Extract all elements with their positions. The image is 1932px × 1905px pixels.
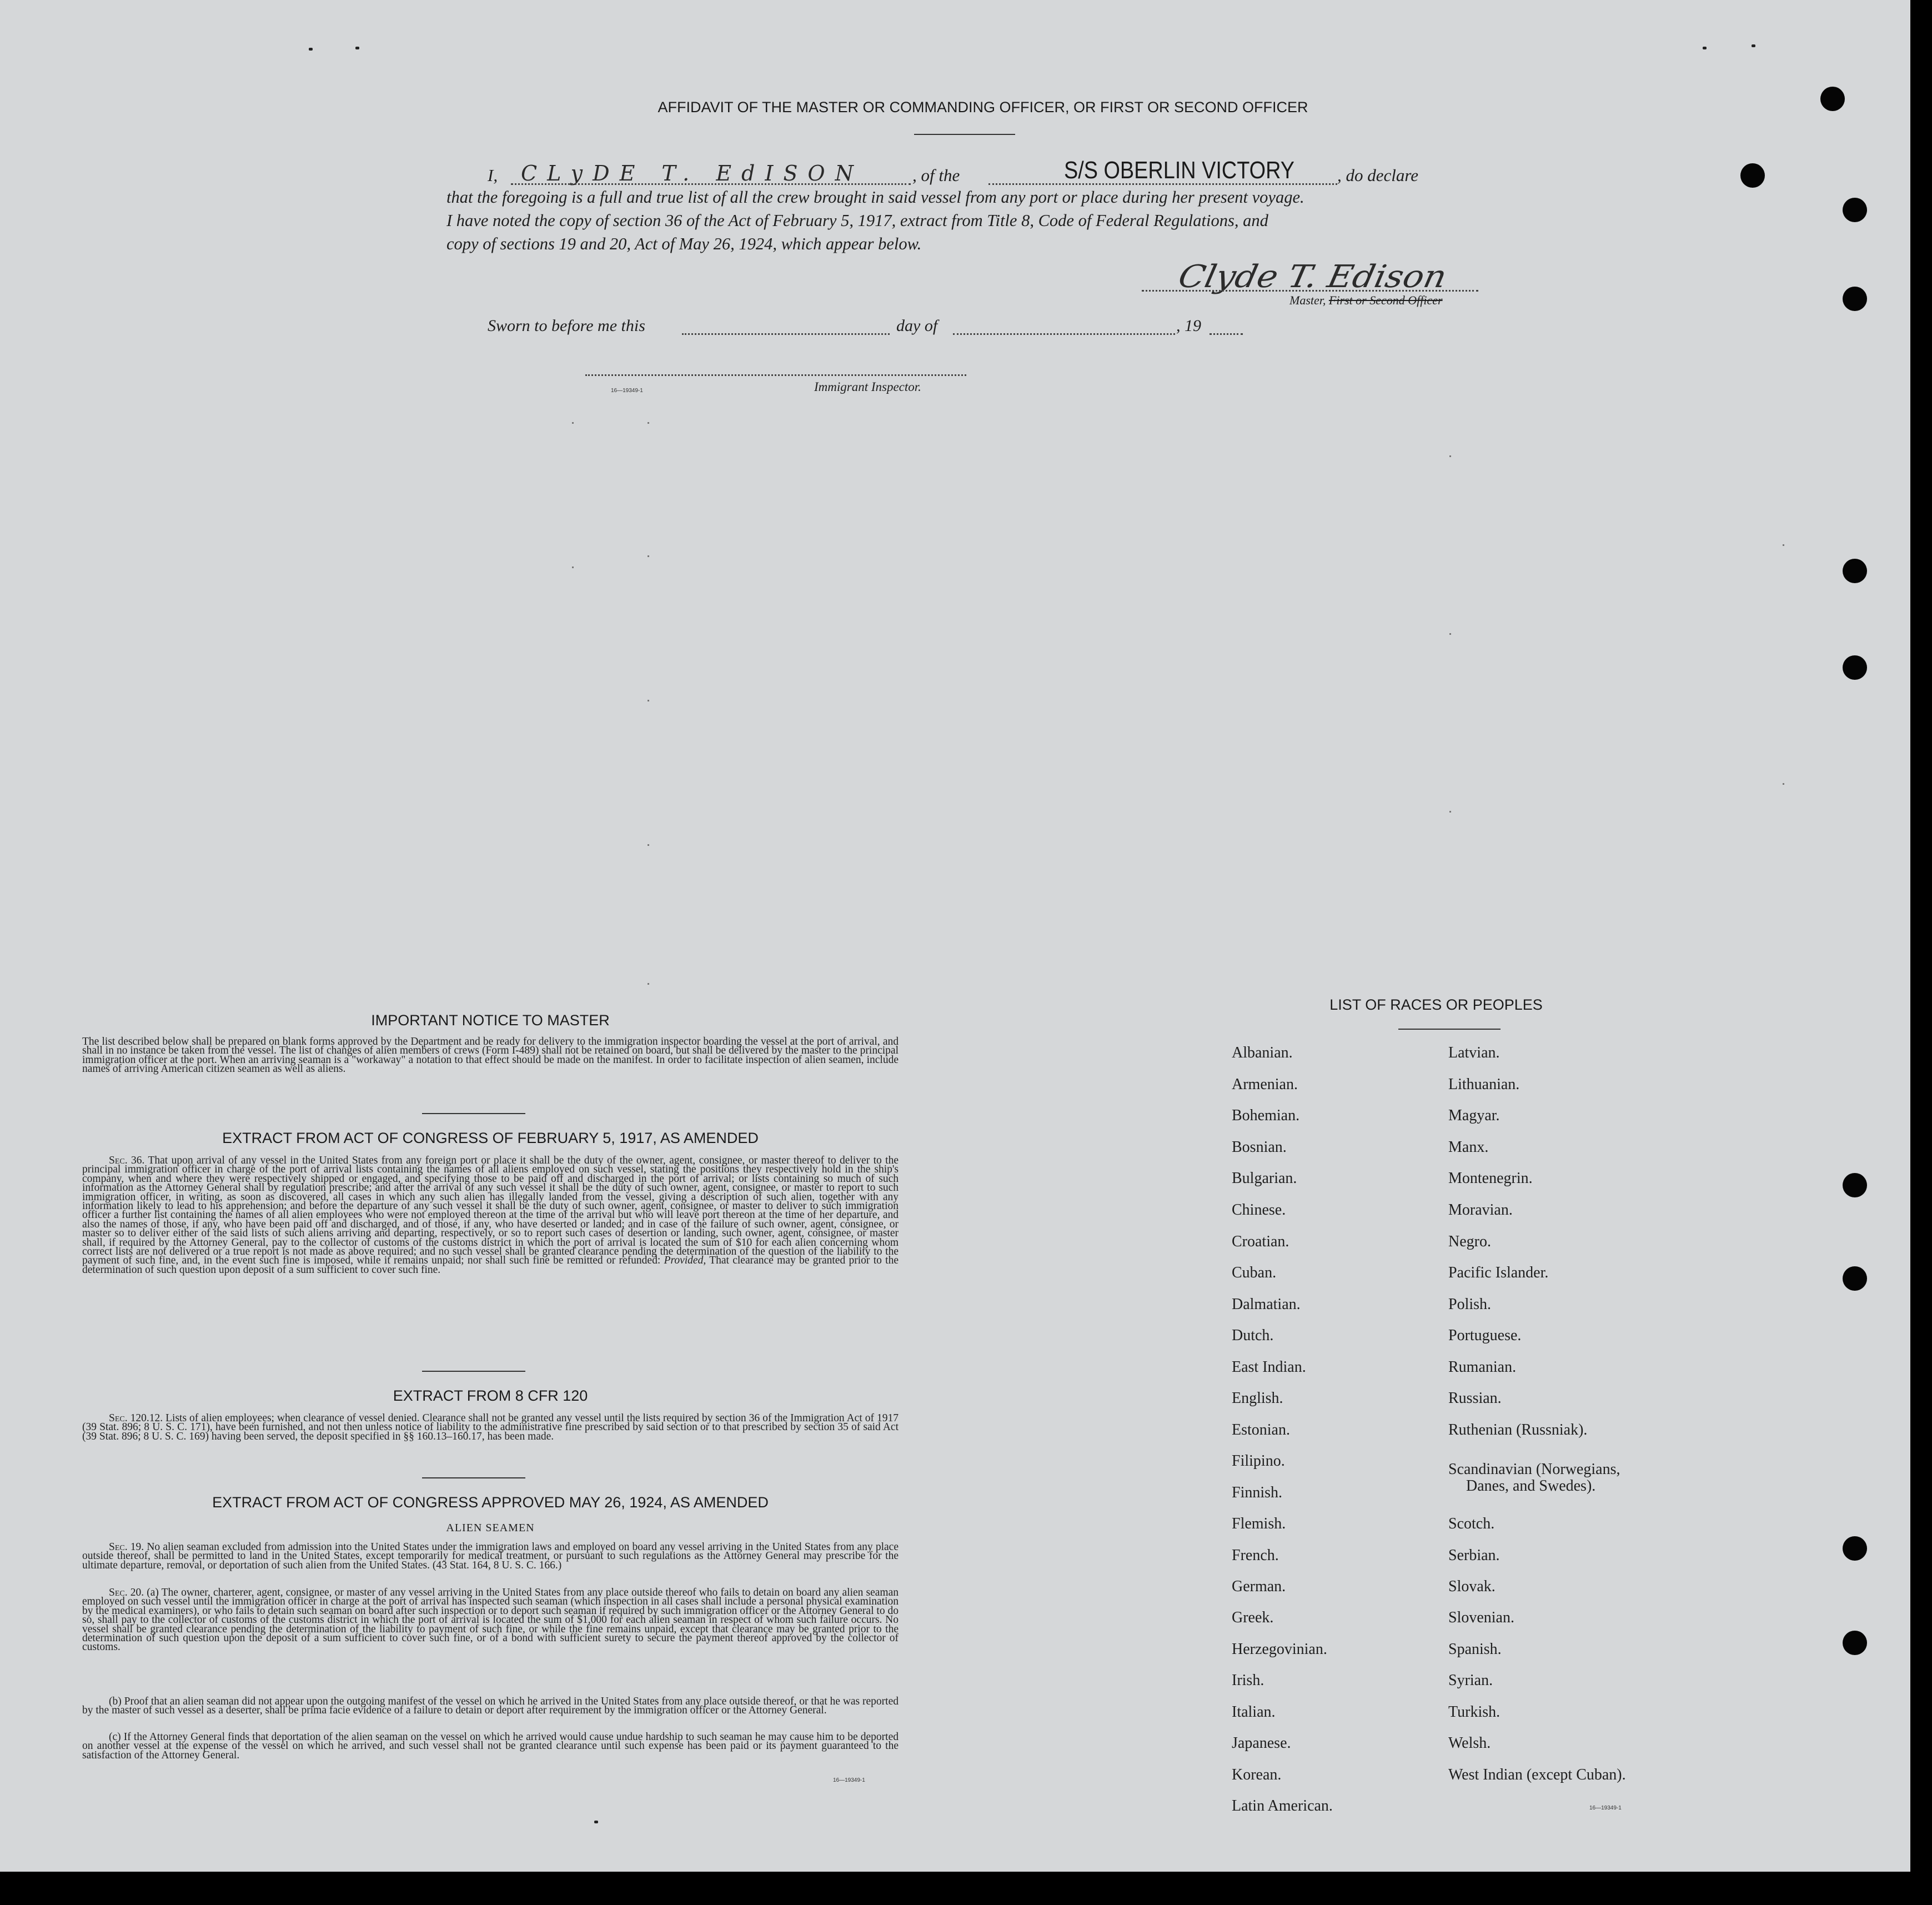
race-item: Chinese. — [1232, 1201, 1286, 1219]
race-item: Finnish. — [1232, 1484, 1283, 1501]
race-item: French. — [1232, 1547, 1279, 1564]
race-item: Japanese. — [1232, 1734, 1291, 1752]
guide-dot — [1783, 783, 1784, 785]
sec-20a-body — [82, 1588, 899, 1652]
form-number-bottom-left: 16—19349-1 — [833, 1777, 865, 1783]
punch-hole — [1843, 559, 1867, 583]
guide-dot — [572, 567, 574, 568]
sec-36-label: Sec. 36. — [109, 1155, 145, 1166]
signer-struck-title: First or Second Officer — [1328, 293, 1443, 307]
of-the-label: , of the — [912, 166, 960, 185]
race-item: German. — [1232, 1578, 1286, 1595]
race-item: Spanish. — [1448, 1641, 1502, 1658]
guide-dot — [648, 422, 649, 424]
sec-19-text: No alien seaman excluded from admission into the United States under the immigration laws and employed on board any vessel arriving in the United States from any place outside thereof, shall be permitted to land in the United States, except temporarily for medical treatment, or pursuant to such regulations as the Attorney General may prescribe for the ultimate departure, removal, or deportation of such alien from the United States. (43 Stat. 164, 8 U. S. C. 166.) — [82, 1541, 899, 1571]
guide-dot — [648, 700, 649, 701]
race-item: Manx. — [1448, 1139, 1489, 1156]
sworn-line — [488, 317, 1265, 344]
race-item: Negro. — [1448, 1233, 1491, 1250]
race-item: Danes, and Swedes). — [1466, 1477, 1596, 1495]
punch-hole — [1820, 87, 1845, 111]
punch-hole — [1843, 287, 1867, 311]
race-item: Estonian. — [1232, 1421, 1290, 1438]
race-item: Korean. — [1232, 1766, 1282, 1783]
speck — [1703, 47, 1707, 49]
notice-title: IMPORTANT NOTICE TO MASTER — [371, 1012, 610, 1029]
inspector-label: Immigrant Inspector. — [814, 380, 921, 394]
section-divider — [422, 1113, 525, 1114]
sworn-day-label: day of — [896, 317, 938, 335]
inspector-signature-line — [585, 374, 966, 376]
race-item: Scandinavian (Norwegians, — [1448, 1461, 1620, 1478]
extract-1917-title: EXTRACT FROM ACT OF CONGRESS OF FEBRUARY 5, 1917, AS AMENDED — [222, 1130, 759, 1146]
extract-1924-title: EXTRACT FROM ACT OF CONGRESS APPROVED MAY 26, 1924, AS AMENDED — [212, 1494, 769, 1511]
sec-20-label: Sec. 20. — [109, 1587, 144, 1598]
speck — [594, 1821, 598, 1823]
section-divider — [422, 1477, 525, 1478]
race-item: Ruthenian (Russniak). — [1448, 1421, 1588, 1438]
race-item: Herzegovinian. — [1232, 1641, 1327, 1658]
sec-20a-text: (a) The owner, charterer, agent, consignee, or master of any vessel arriving in the United States from any place outside thereof who fails to detain on board any alien seaman employed on such vessel until the immigration officer in charge at the port of arrival has inspected such seaman (which inspection in all cases shall include a personal physical examination by the medical examiners), or who fails to detain such seaman on board after such inspection or to deport such seaman if required by such immigration officer or the Attorney General to do so, shall pay to the collector of customs of the customs district in which the port of arrival is located the sum of $1,000 for each alien seaman in respect of whom such failure occurs. No vessel shall be granted clearance pending the determination of the liability to payment of such fine, or while the fine remains unpaid, except that clearance may be granted prior to the determination of such question upon the deposit of a sum sufficient to cover such fine, or of a bond with sufficient surety to secure the payment thereof approved by the collector of customs. — [82, 1587, 899, 1653]
race-item: Scotch. — [1448, 1515, 1495, 1532]
race-item: Pacific Islander. — [1448, 1264, 1549, 1281]
speck — [355, 47, 359, 49]
sec-120-text: Lists of alien employees; when clearance of vessel denied. Clearance shall not be granted any vessel until the lists required by section 36 of the Immigration Act of 1917 (39 Stat. 896; 8 U. S. C. 171), have been furnished, and not then unless notice of liability to the administrative fine prescribed by said section or to that prescribed by section 35 of said Act (39 Stat. 896; 8 U. S. C. 169) having been served, the deposit specified in §§ 160.13–160.17, has been made. — [82, 1412, 899, 1442]
race-item: Bosnian. — [1232, 1139, 1287, 1156]
sworn-year-blank — [1210, 333, 1243, 335]
race-item: Welsh. — [1448, 1734, 1491, 1752]
signature-blank-line — [1142, 290, 1478, 292]
alien-seamen-subtitle: ALIEN SEAMEN — [446, 1522, 535, 1534]
sworn-year-label: , 19 — [1176, 317, 1201, 335]
extract-cfr-title: EXTRACT FROM 8 CFR 120 — [393, 1387, 588, 1404]
race-item: East Indian. — [1232, 1358, 1306, 1376]
sec-20c-body: (c) If the Attorney General finds that deportation of the alien seaman on the vessel on which he arrived would cause undue hardship to such seaman he may cause him to be deported on another vessel at the expense of the vessel on which he arrived, and such vessel shall not be granted clearance until such expense has been paid or its payment guaranteed to the satisfaction of the Attorney General. — [82, 1731, 899, 1761]
race-item: Latin American. — [1232, 1797, 1333, 1814]
punch-hole — [1843, 1631, 1867, 1655]
race-item: Turkish. — [1448, 1703, 1501, 1721]
sec-120-label: Sec. 120.12. — [109, 1412, 163, 1424]
name-blank-line — [511, 183, 911, 185]
sworn-day-blank — [682, 333, 890, 335]
race-item: Irish. — [1232, 1672, 1264, 1689]
race-item: Lithuanian. — [1448, 1076, 1520, 1093]
punch-hole — [1843, 198, 1867, 222]
signer-title — [1289, 293, 1443, 308]
provided-word: Provided, — [664, 1255, 706, 1267]
speck — [1752, 44, 1755, 47]
race-item: Slovenian. — [1448, 1609, 1514, 1626]
pronoun-i: I, — [488, 166, 498, 185]
affidavit-line2: that the foregoing is a full and true list of all the crew brought in said vessel from any port or place during her present voyage. — [446, 188, 1304, 207]
race-item: Portuguese. — [1448, 1327, 1522, 1344]
vessel-blank-line — [988, 183, 1337, 185]
guide-dot — [1449, 633, 1451, 635]
race-item: Latvian. — [1448, 1044, 1500, 1061]
punch-hole — [1843, 1173, 1867, 1197]
race-item: West Indian (except Cuban). — [1448, 1766, 1626, 1783]
race-item: Syrian. — [1448, 1672, 1493, 1689]
race-item: Magyar. — [1448, 1107, 1500, 1124]
punch-hole — [1740, 163, 1765, 188]
guide-dot — [1449, 455, 1451, 457]
affidavit-line1 — [488, 157, 1487, 190]
punch-hole — [1843, 1536, 1867, 1561]
race-item: Albanian. — [1232, 1044, 1293, 1061]
sec-36-text-end: That clearance may be granted prior to the determination of such question upon deposit of a sum sufficient to cover such fine. — [82, 1255, 899, 1276]
sec-36-text: That upon arrival of any vessel in the United States from any foreign port or place it shall be the duty of the owner, agent, consignee, or master thereof to deliver to the principal immigration officer in charge of the port of arrival lists containing the names of all aliens employed on such vessel, stating the positions they respectively hold in the ship's company, when and where they were respectively shipped or engaged, and specifying those to be paid off and discharged in the port of arrival; or lists containing so much of such information as the Attorney General shall by regulation prescribe; and after the arrival of any such vessel it shall be the duty of such owner, agent, consignee, or master to report to such immigration officer, in writing, as soon as discovered, all cases in which any such alien has illegally landed from the vessel, giving a description of such alien, together with any information likely to lead to his apprehension; and before the departure of any such vessel it shall be the duty of such owner, agent, consignee, or master to deliver to such immigration officer a further list containing the names of all alien employees who were not employed thereon at the time of the arrival but who will leave port thereon at the time of her departure, and also the names of those, if any, who have been paid off and discharged, and of those, if any, who have deserted or landed; and in case of the failure of such owner, agent, consignee, or master so to deliver either of the said lists of such aliens arriving and departing, respectively, or so to report such cases of desertion or landing, such owner, agent, consignee, or master shall, if required by the Attorney General, pay to the collector of customs of the customs district in which the port of arrival is located the sum of $10 for each alien concerning whom correct lists are not delivered or a true report is not made as above required; and no such vessel shall be granted clearance pending the determination of the question of the liability to the payment of such fine, and, in the event such fine is imposed, while it remains unpaid; nor shall such fine be remitted or refunded: — [82, 1155, 899, 1267]
guide-dot — [572, 422, 574, 424]
section-divider — [422, 1371, 525, 1372]
signer-master: Master, — [1289, 293, 1326, 307]
sworn-month-blank — [953, 333, 1175, 335]
sec-19-label: Sec. 19. — [109, 1541, 144, 1553]
master-name: CLyDE T. EdISON — [521, 161, 864, 186]
race-item: Rumanian. — [1448, 1358, 1517, 1376]
guide-dot — [1783, 544, 1784, 546]
extract-cfr-body — [82, 1414, 899, 1441]
race-item: Croatian. — [1232, 1233, 1289, 1250]
sec-19-body — [82, 1543, 899, 1570]
title-divider — [914, 134, 1015, 135]
extract-1917-body — [82, 1156, 899, 1275]
affidavit-line4: copy of sections 19 and 20, Act of May 26, 1924, which appear below. — [446, 234, 922, 253]
affidavit-title: AFFIDAVIT OF THE MASTER OR COMMANDING OFFICER, OR FIRST OR SECOND OFFICER — [658, 99, 1308, 116]
notice-body: The list described below shall be prepared on blank forms approved by the Department and be ready for delivery to the immigration inspector boarding the vessel at the port of arrival, and shall in no instance be taken from the vessel. The list of changes of alien members of crews (Form I-489) shall not be retained on board, but shall be delivered by the master to the principal immigration officer at the port. When an arriving seaman is a "workaway" a notation to that effect should be made on the manifest. In order to facilitate inspection of alien seamen, include names of arriving American citizen seamen as well as aliens. — [82, 1036, 899, 1075]
race-item: Russian. — [1448, 1390, 1502, 1407]
do-declare-label: , do declare — [1337, 166, 1419, 185]
race-item: Bulgarian. — [1232, 1170, 1297, 1187]
race-item: Moravian. — [1448, 1201, 1513, 1219]
race-item: Slovak. — [1448, 1578, 1496, 1595]
race-item: Bohemian. — [1232, 1107, 1300, 1124]
sworn-prefix: Sworn to before me this — [488, 317, 645, 335]
signature: Clyde T. Edison — [1175, 259, 1450, 295]
guide-dot — [648, 844, 649, 846]
punch-hole — [1843, 655, 1867, 680]
sec-20b-body: (b) Proof that an alien seaman did not appear upon the outgoing manifest of the vessel on which he arrived in the United States from any place outside thereof, or that he was reported by the master of such vessel as a deserter, shall be prima facie evidence of a failure to detain or deport after requirement by the immigration officer or the Attorney General. — [82, 1696, 899, 1717]
race-item: Greek. — [1232, 1609, 1274, 1626]
race-item: Armenian. — [1232, 1076, 1298, 1093]
guide-dot — [1449, 811, 1451, 813]
race-item: Dutch. — [1232, 1327, 1274, 1344]
race-item: Cuban. — [1232, 1264, 1277, 1281]
race-item: Dalmatian. — [1232, 1296, 1301, 1313]
speck — [309, 48, 313, 51]
guide-dot — [648, 555, 649, 557]
races-title: LIST OF RACES OR PEOPLES — [1329, 996, 1543, 1013]
race-item: Flemish. — [1232, 1515, 1286, 1532]
race-item: Italian. — [1232, 1703, 1276, 1721]
race-item: Serbian. — [1448, 1547, 1500, 1564]
affidavit-line3: I have noted the copy of section 36 of the Act of February 5, 1917, extract from Title 8, Code of Federal Regulations, and — [446, 211, 1268, 230]
guide-dot — [648, 983, 649, 985]
races-title-divider — [1398, 1029, 1501, 1030]
race-item: English. — [1232, 1390, 1283, 1407]
race-item: Montenegrin. — [1448, 1170, 1533, 1187]
vessel-name: S/S OBERLIN VICTORY — [1064, 157, 1294, 184]
race-item: Filipino. — [1232, 1452, 1285, 1470]
form-number-top: 16—19349-1 — [611, 388, 643, 394]
race-item: Polish. — [1448, 1296, 1492, 1313]
form-number-bottom-right: 16—19349-1 — [1589, 1805, 1622, 1811]
punch-hole — [1843, 1266, 1867, 1291]
